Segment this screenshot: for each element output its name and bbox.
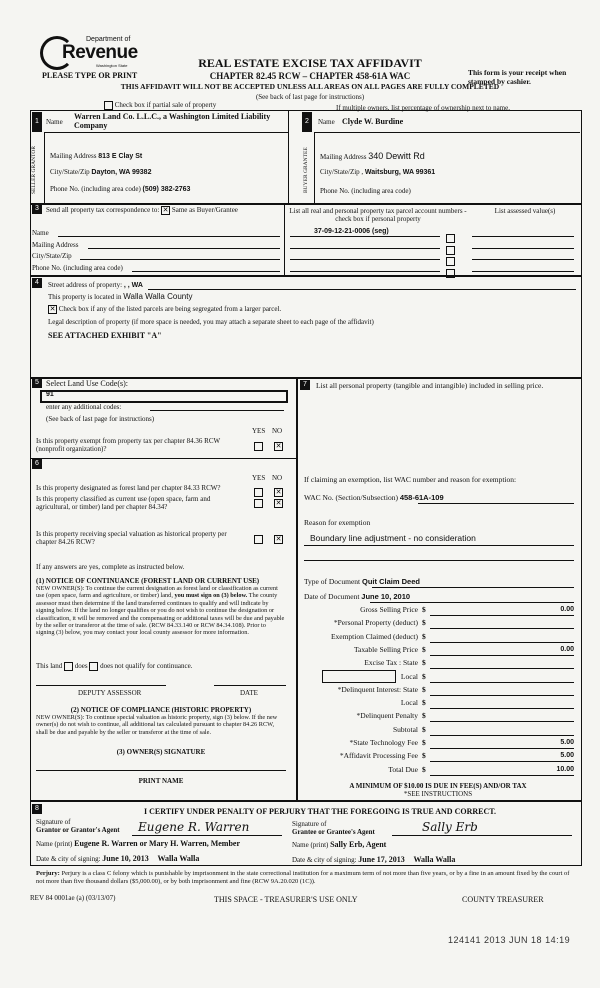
receipt-note: This form is your receipt when stamped by cashier. (468, 68, 567, 86)
buyer-name[interactable]: Clyde W. Burdine (342, 117, 404, 126)
grantor-city-value[interactable]: Walla Walla (157, 854, 200, 863)
tax-row-currency: $ (422, 684, 426, 694)
form-title: REAL ESTATE EXCISE TAX AFFIDAVIT (198, 56, 422, 70)
treasurer-use: THIS SPACE - TREASURER'S USE ONLY (214, 895, 358, 904)
wac-question: If claiming an exemption, list WAC number and reason for exemption: (304, 475, 517, 484)
assessed-header: List assessed value(s) (494, 207, 556, 215)
doc-type-value[interactable]: Quit Claim Deed (362, 577, 420, 586)
logo-name: Revenue (62, 42, 138, 63)
exempt-no-checkbox[interactable]: ✕ (275, 441, 282, 450)
section-6-badge: 6 (32, 459, 42, 469)
tax-row-line (430, 668, 574, 669)
tax-row-line (430, 628, 574, 629)
section-2-badge: 2 (302, 112, 312, 132)
seller-mail[interactable]: 813 E Clay St (98, 153, 143, 160)
no-label-5: NO (272, 427, 283, 435)
tax-row-line (430, 775, 574, 776)
tax-row-value[interactable]: 10.00 (556, 765, 574, 773)
street-address: Street address of property: , , WA (48, 281, 143, 289)
located-in: This property is located in Walla Walla County (48, 292, 193, 301)
seller-city[interactable]: Dayton, WA 99382 (91, 169, 152, 176)
seller-name[interactable]: Warren Land Co. L.L.C., a Washington Limited Liability Company (74, 112, 271, 130)
buyer-side-label: BUYER GRANTEE (303, 147, 309, 193)
tax-row-currency: $ (422, 751, 426, 761)
logo-dept: Department of (86, 36, 131, 43)
tax-row-currency: $ (422, 764, 426, 774)
tax-row-label: Local (400, 671, 418, 681)
tax-row-label: Taxable Selling Price (353, 644, 418, 654)
tax-row-label: Gross Selling Price (360, 605, 418, 614)
grantor-sig-label: Signature of Grantor or Grantor's Agent (36, 818, 120, 834)
corr-name-label: Name (32, 229, 49, 237)
minimum-note: A MINIMUM OF $10.00 IS DUE IN FEE(S) AND/OR TAX (349, 782, 527, 790)
forest-question: Is this property designated as forest land per chapter 84.33 RCW? (36, 484, 221, 492)
tax-row-line (430, 761, 574, 762)
yes-label-6: YES (252, 474, 266, 482)
segregated: ✕ Check box if any of the listed parcels are being segregated from a larger parcel. (49, 305, 282, 314)
see-instructions: *SEE INSTRUCTIONS (403, 790, 473, 798)
current-use-no-checkbox[interactable]: ✕ (275, 498, 282, 507)
tax-row-currency: $ (422, 618, 426, 628)
section-7-badge: 7 (300, 380, 310, 390)
exhibit[interactable]: SEE ATTACHED EXHIBIT "A" (48, 331, 162, 340)
section-1-badge: 1 (32, 112, 42, 132)
parcel-header: List all real and personal property tax parcel account numbers - check box if personal property (289, 207, 467, 223)
historic-yes-checkbox[interactable] (254, 530, 263, 548)
land-use-label: Select Land Use Code(s): (46, 379, 128, 388)
notice-2-title: (2) NOTICE OF COMPLIANCE (HISTORIC PROPERTY) (70, 706, 252, 714)
wac-number: WAC No. (Section/Subsection) 458-61A-109 (304, 493, 444, 502)
tax-row-line (430, 695, 574, 696)
exempt-yes-checkbox[interactable] (254, 437, 263, 455)
tax-row-currency: $ (422, 724, 426, 734)
tax-row-label: Total Due (388, 764, 418, 774)
tax-row-line (430, 735, 574, 736)
tax-row-label: *Delinquent Penalty (356, 711, 418, 721)
tax-row-currency: $ (422, 644, 426, 654)
tax-row-line (430, 642, 574, 643)
grantee-name-value[interactable]: Sally Erb, Agent (330, 840, 387, 849)
see-back: (See back of last page for instructions) (255, 93, 365, 101)
grantor-date-value[interactable]: June 10, 2013 (102, 854, 149, 863)
land-use-input[interactable] (40, 390, 288, 403)
no-label-6: NO (272, 474, 283, 482)
doc-type: Type of Document Quit Claim Deed (304, 577, 420, 586)
see-back-5: (See back of last page for instructions) (46, 415, 155, 423)
section-5-badge: 5 (32, 378, 42, 388)
seller-name-label: Name (46, 118, 63, 126)
historic-no-checkbox[interactable]: ✕ (275, 534, 282, 543)
parcel-1[interactable]: 37-09-12-21-0006 (seg) (314, 228, 389, 235)
tax-row-line (430, 748, 574, 749)
notice-3-title: (3) OWNER(S) SIGNATURE (116, 748, 206, 756)
same-as-buyer-checkbox[interactable]: ✕ (162, 206, 169, 214)
tax-row-label: *Personal Property (deduct) (333, 618, 418, 628)
buyer-mail-label: Mailing Address 340 Dewitt Rd (320, 151, 425, 161)
section-4-badge: 4 (32, 278, 42, 288)
located-value[interactable]: Walla Walla County (123, 292, 193, 301)
corr-phone-label: Phone No. (including area code) (32, 264, 123, 272)
grantor-signature[interactable]: Eugene R. Warren (138, 820, 250, 834)
tax-row-line (430, 682, 574, 683)
additional-codes: enter any additional codes: (46, 403, 122, 411)
tax-row-value[interactable]: 5.00 (560, 739, 574, 746)
corr-mail-label: Mailing Address (32, 241, 79, 249)
personal-property: List all personal property (tangible and intangible) included in selling price. (316, 381, 544, 390)
tax-row-value[interactable]: 0.00 (560, 606, 574, 613)
doc-date: Date of Document June 10, 2010 (304, 592, 411, 601)
notice-2-body: NEW OWNER(S): To continue special valuation as historic property, sign (3) below. If the new owner(s) do not wish to continue, all additional tax calculated pursuant to chapter 84.26 RCW, shall be due and payable by the seller or transferor at the time of sale. (36, 714, 278, 736)
does-not-checkbox[interactable] (89, 662, 98, 671)
tax-row-currency: $ (422, 698, 426, 708)
buyer-name-label: Name (318, 118, 335, 126)
tax-row-line (430, 708, 574, 709)
seller-phone[interactable]: (509) 382-2763 (142, 186, 191, 193)
tax-row-currency: $ (422, 671, 426, 681)
section-4-box (30, 275, 582, 379)
legal-desc: Legal description of property (if more space is needed, you may attach a separate sheet to each page of the affidavit) (48, 318, 374, 326)
street-value[interactable]: , , WA (123, 282, 143, 289)
tax-row-label: Local (400, 698, 418, 708)
tax-row-label: Excise Tax : State (364, 658, 418, 668)
tax-row-label: *Affidavit Processing Fee (339, 751, 418, 761)
section-8-badge: 8 (32, 804, 42, 814)
wac-value[interactable]: 458-61A-109 (399, 493, 444, 502)
certify: I CERTIFY UNDER PENALTY OF PERJURY THAT THE FOREGOING IS TRUE AND CORRECT. (143, 807, 496, 816)
grantee-signature[interactable]: Sally Erb (422, 820, 478, 834)
excise-local-box[interactable] (322, 670, 396, 683)
doc-date-value[interactable]: June 10, 2010 (361, 592, 411, 601)
reason-value[interactable]: Boundary line adjustment - no consideration (310, 533, 476, 543)
seller-mail-label: Mailing Address 813 E Clay St (50, 152, 143, 160)
land-use-value: 91 (46, 391, 54, 398)
correspondence: Send all property tax correspondence to: ✕ Same as Buyer/Grantee (46, 206, 238, 215)
grantor-name-value[interactable]: Eugene R. Warren or Mary H. Warren, Member (74, 839, 241, 848)
tax-row-value[interactable]: 0.00 (560, 645, 574, 653)
notice-1-body: NEW OWNER(S): To continue the current designation as forest land or classification as current use (open space, farm and agriculture, or timber) land, you must sign on (3) below. The county assessor must then determine if the land transferred continues to qualify and will indicate by signing below. If the land no longer qualifies or you do not wish to continue the designation or classification, it will be removed and the compensating or additional taxes will be due and payable by the seller or transferor at the time of sale. (RCW 84.33.140 or RCW 84.34.108). Prior to signing (3) below, you may contact your local county assessor for more information. (36, 585, 285, 637)
buyer-city-label: City/State/Zip , Waitsburg, WA 99361 (320, 168, 436, 176)
seller-side-label: SELLER GRANTOR (31, 145, 37, 195)
qualify-line: This land does does not qualify for continuance. (36, 662, 193, 671)
please-type: PLEASE TYPE OR PRINT (42, 71, 138, 80)
county-treasurer: COUNTY TREASURER (462, 895, 544, 904)
grantee-name: Name (print) Sally Erb, Agent (292, 840, 387, 849)
print-name-label: PRINT NAME (138, 777, 184, 785)
tax-row-currency: $ (422, 711, 426, 721)
tax-row-currency: $ (422, 631, 426, 641)
tax-row-line (430, 615, 574, 616)
multiple-owners: If multiple owners, list percentage of ownership next to name. (336, 104, 510, 112)
date-label: DATE (240, 689, 258, 697)
receipt-stamp: 124141 2013 JUN 18 14:19 (448, 935, 571, 945)
perjury-note: Perjury: Perjury is a class C felony which is punishable by imprisonment in the state correctional institution for a maximum term of not more than five years, or by a fine in an amount fixed by the court of not more than five thousand dollars ($5,000.00), or by both imprisonment and fine (RCW 9A.20.020 (1C)). (36, 870, 570, 885)
grantee-sig-label: Signature of Grantee or Grantee's Agent (292, 820, 375, 836)
revision: REV 84 0001ae (a) (03/13/07) (30, 894, 116, 902)
grantee-date-value[interactable]: June 17, 2013 (358, 855, 405, 864)
seller-city-label: City/State/Zip Dayton, WA 99382 (50, 168, 152, 176)
tax-row-currency: $ (422, 658, 426, 668)
buyer-mail[interactable]: 340 Dewitt Rd (368, 151, 425, 161)
form-subtitle: CHAPTER 82.45 RCW – CHAPTER 458-61A WAC (209, 71, 411, 81)
buyer-phone-label: Phone No. (including area code) (320, 187, 411, 195)
seller-phone-label: Phone No. (including area code) (509) 382-2763 (50, 185, 191, 193)
tax-row-currency: $ (422, 605, 426, 614)
current-use-question: Is this property classified as current use (open space, farm and agricultural, or timber) land per chapter 84.34? (36, 495, 211, 511)
partial-sale-label: Check box if partial sale of property (114, 101, 217, 110)
partial-sale-checkbox[interactable] (104, 101, 113, 110)
tax-row-label: *Delinquent Interest: State (337, 684, 418, 694)
revenue-logo (40, 30, 140, 72)
segregated-checkbox[interactable]: ✕ (49, 305, 56, 313)
tax-row-label: Exemption Claimed (deduct) (330, 631, 418, 641)
partial-sale[interactable] (104, 101, 216, 110)
exempt-question: Is this property exempt from property tax per chapter 84.36 RCW (nonprofit organization)? (36, 437, 220, 453)
buyer-city[interactable]: Waitsburg, WA 99361 (364, 169, 436, 176)
notice-1-title: (1) NOTICE OF CONTINUANCE (FOREST LAND OR CURRENT USE) (36, 577, 260, 585)
deputy-assessor: DEPUTY ASSESSOR (78, 689, 142, 697)
grantee-city-value[interactable]: Walla Walla (413, 855, 456, 864)
reason-label: Reason for exemption (304, 518, 371, 527)
grantor-name: Name (print) Eugene R. Warren or Mary H. Warren, Member (36, 839, 241, 848)
forest-no-checkbox[interactable]: ✕ (275, 487, 282, 496)
tax-row-label: *State Technology Fee (349, 738, 418, 747)
tax-row-value[interactable]: 5.00 (560, 752, 574, 760)
yes-label-5: YES (252, 427, 266, 435)
warning: THIS AFFIDAVIT WILL NOT BE ACCEPTED UNLESS ALL AREAS ON ALL PAGES ARE FULLY COMPLETED (120, 82, 500, 91)
grantee-date: Date & city of signing: June 17, 2013 Walla Walla (292, 855, 456, 864)
does-checkbox[interactable] (64, 662, 73, 671)
tax-row-line (430, 655, 574, 656)
section-3-badge: 3 (32, 204, 42, 214)
corr-city-label: City/State/Zip (32, 252, 72, 260)
tax-row-label: Subtotal (392, 724, 418, 734)
grantor-date: Date & city of signing: June 10, 2013 Walla Walla (36, 854, 200, 863)
historic-question: Is this property receiving special valuation as historical property per chapter 84.26 RCW? (36, 530, 227, 546)
logo-state: Washington State (96, 63, 128, 68)
tax-row-line (430, 721, 574, 722)
tax-row-currency: $ (422, 738, 426, 747)
current-use-yes-checkbox[interactable] (254, 494, 263, 512)
if-yes-note: If any answers are yes, complete as instructed below. (36, 563, 185, 571)
